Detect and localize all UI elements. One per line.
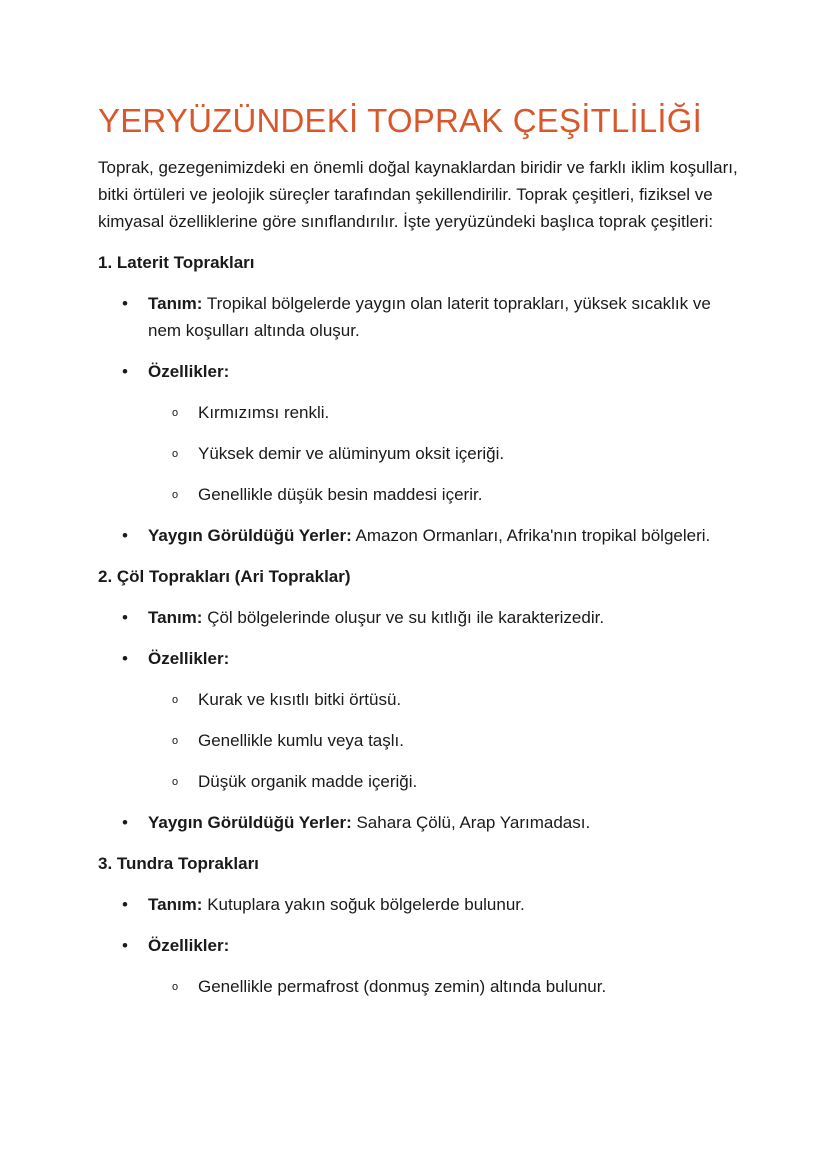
section-tundra [98, 850, 738, 1000]
definition-label: Tanım: [148, 294, 203, 313]
bullet-dot-icon: • [122, 526, 128, 545]
list-item-features [98, 932, 738, 1000]
list-item-places [98, 522, 738, 549]
bullet-dot-icon: • [122, 362, 128, 381]
bullet-circle-icon: o [172, 407, 179, 419]
definition-text: Çöl bölgelerinde oluşur ve su kıtlığı ile karakterizedir. [202, 608, 605, 627]
section-heading: 3. Tundra Toprakları [98, 854, 259, 873]
features-list [148, 399, 738, 508]
feature-text: Genellikle kumlu veya taşlı. [198, 731, 404, 750]
definition-label: Tanım: [148, 895, 203, 914]
features-list [148, 973, 738, 1000]
list-item-definition [98, 604, 738, 631]
bullet-dot-icon: • [122, 813, 128, 832]
features-label: Özellikler: [148, 362, 230, 381]
list-item-definition [98, 290, 738, 344]
feature-item [148, 440, 738, 467]
list-item-definition [98, 891, 738, 918]
features-list [148, 686, 738, 795]
bullet-dot-icon: • [122, 294, 128, 313]
bullet-circle-icon: o [172, 981, 179, 993]
list-item-features [98, 358, 738, 508]
list-item-places [98, 809, 738, 836]
feature-text: Düşük organik madde içeriği. [198, 772, 418, 791]
definition-text: Kutuplara yakın soğuk bölgelerde bulunur. [202, 895, 525, 914]
bullet-circle-icon: o [172, 735, 179, 747]
page-title: YERYÜZÜNDEKİ TOPRAK ÇEŞİTLİLİĞİ [98, 102, 703, 139]
bullet-dot-icon: • [122, 895, 128, 914]
intro-paragraph: Toprak, gezegenimizdeki en önemli doğal kaynaklardan biridir ve farklı iklim koşulları, bitki örtüleri ve jeolojik süreçler tarafından şekillendirilir. Toprak çeşitleri, fiziksel ve kimyasal özelliklerine göre sınıflandırılır. İşte yeryüzündeki başlıca toprak çeşitleri: [98, 158, 738, 231]
section-list [98, 604, 738, 836]
places-text: Amazon Ormanları, Afrika'nın tropikal bölgeleri. [351, 526, 711, 545]
feature-text: Genellikle permafrost (donmuş zemin) altında bulunur. [198, 977, 607, 996]
definition-text: Tropikal bölgelerde yaygın olan laterit toprakları, yüksek sıcaklık ve nem koşulları altında oluşur. [148, 294, 711, 340]
feature-item [148, 727, 738, 754]
features-label: Özellikler: [148, 936, 230, 955]
places-label: Yaygın Görüldüğü Yerler: [148, 526, 352, 545]
list-item-features [98, 645, 738, 795]
bullet-circle-icon: o [172, 448, 179, 460]
feature-item [148, 973, 738, 1000]
feature-text: Genellikle düşük besin maddesi içerir. [198, 485, 483, 504]
places-label: Yaygın Görüldüğü Yerler: [148, 813, 352, 832]
feature-text: Kırmızımsı renkli. [198, 403, 330, 422]
places-text: Sahara Çölü, Arap Yarımadası. [351, 813, 591, 832]
bullet-dot-icon: • [122, 608, 128, 627]
section-laterit [98, 249, 738, 549]
feature-item [148, 481, 738, 508]
section-heading: 1. Laterit Toprakları [98, 253, 255, 272]
features-label: Özellikler: [148, 649, 230, 668]
section-list [98, 290, 738, 549]
feature-text: Kurak ve kısıtlı bitki örtüsü. [198, 690, 402, 709]
bullet-dot-icon: • [122, 936, 128, 955]
bullet-circle-icon: o [172, 776, 179, 788]
feature-item [148, 686, 738, 713]
bullet-circle-icon: o [172, 489, 179, 501]
bullet-dot-icon: • [122, 649, 128, 668]
section-list [98, 891, 738, 1000]
feature-item [148, 768, 738, 795]
section-col [98, 563, 738, 836]
document-page [98, 100, 738, 1014]
feature-item [148, 399, 738, 426]
bullet-circle-icon: o [172, 694, 179, 706]
feature-text: Yüksek demir ve alüminyum oksit içeriği. [198, 444, 505, 463]
section-heading: 2. Çöl Toprakları (Ari Topraklar) [98, 567, 351, 586]
definition-label: Tanım: [148, 608, 203, 627]
